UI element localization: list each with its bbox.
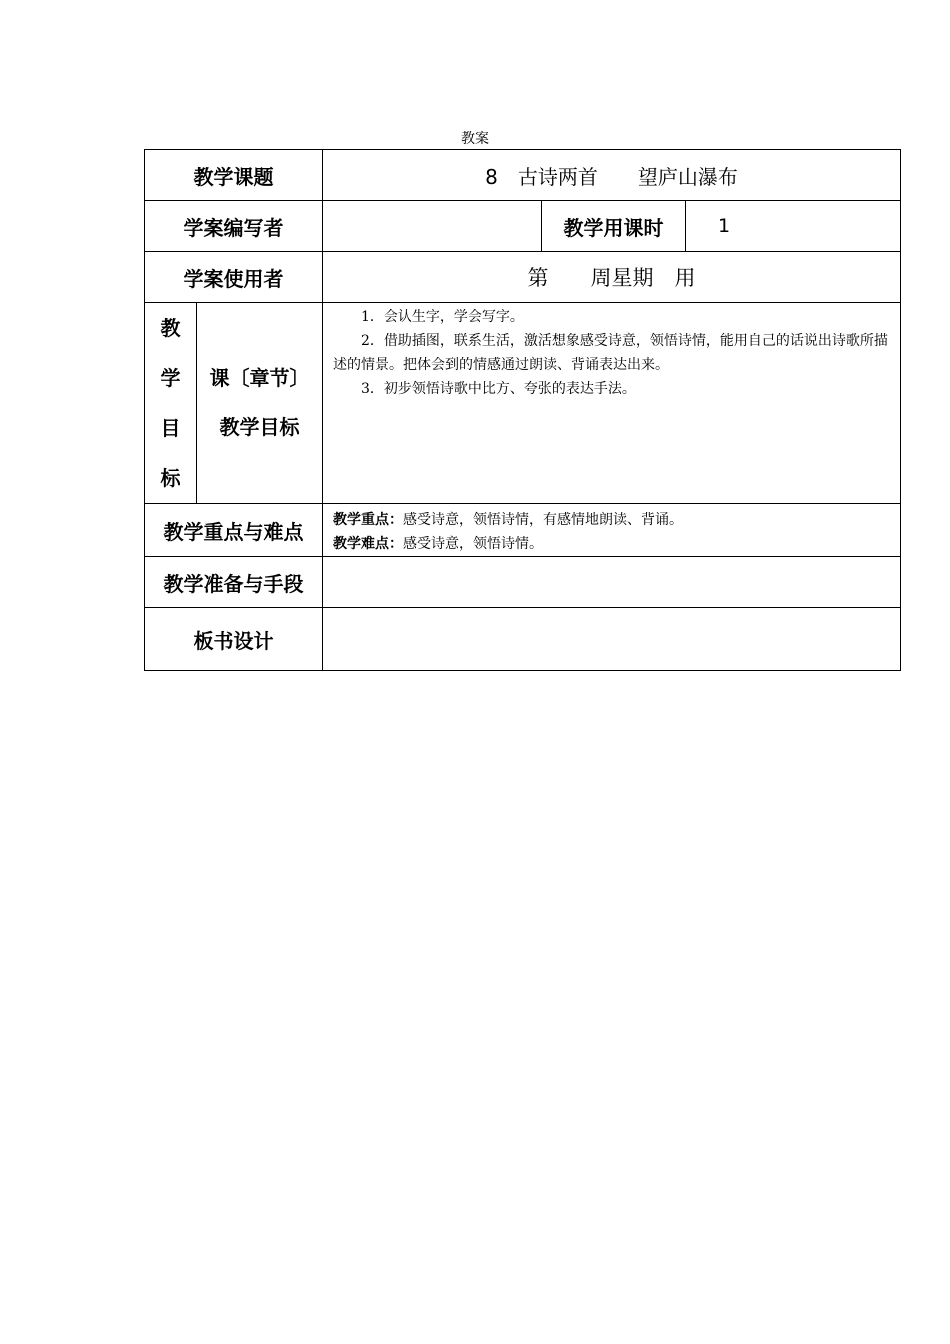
writer-label: 学案编写者 bbox=[145, 201, 323, 252]
board-design-label: 板书设计 bbox=[145, 608, 323, 671]
board-design-value bbox=[323, 608, 901, 671]
preparation-label: 教学准备与手段 bbox=[145, 557, 323, 608]
lesson-plan-table bbox=[144, 149, 901, 671]
preparation-value bbox=[323, 557, 901, 608]
key-point-label: 教学重点： bbox=[333, 512, 403, 528]
difficulty-line bbox=[333, 532, 892, 556]
user-value: 第 周星期 用 bbox=[323, 252, 901, 303]
difficulty-label: 教学难点： bbox=[333, 536, 403, 552]
writer-value bbox=[323, 201, 542, 252]
document-title: 教案 bbox=[461, 131, 489, 147]
topic-value: 8 古诗两首 望庐山瀑布 bbox=[323, 150, 901, 201]
goal-item: 2．借助插图，联系生活，激活想象感受诗意，领悟诗情，能用自己的话说出诗歌所描述的情景。把体会到的情感通过朗读、背诵表达出来。 bbox=[333, 333, 888, 373]
user-label: 学案使用者 bbox=[145, 252, 323, 303]
goals-content bbox=[323, 303, 901, 504]
key-point-line bbox=[333, 508, 892, 532]
keypoints-label: 教学重点与难点 bbox=[145, 504, 323, 557]
chapter-goals-label: 课〔章节〕教学目标 bbox=[197, 303, 323, 504]
goals-label-char: 学 bbox=[160, 366, 181, 390]
goals-label-char: 教 bbox=[160, 316, 181, 340]
keypoints-content bbox=[323, 504, 901, 557]
hours-value: 1 bbox=[686, 201, 901, 252]
goals-label-char: 标 bbox=[160, 466, 181, 490]
key-point-value: 感受诗意，领悟诗情，有感情地朗读、背诵。 bbox=[403, 512, 683, 528]
hours-label: 教学用课时 bbox=[542, 201, 686, 252]
goals-vertical-label bbox=[145, 303, 197, 504]
goals-label-char: 目 bbox=[160, 416, 181, 440]
topic-label: 教学课题 bbox=[145, 150, 323, 201]
goal-item: 3．初步领悟诗歌中比方、夸张的表达手法。 bbox=[361, 381, 636, 397]
difficulty-value: 感受诗意，领悟诗情。 bbox=[403, 536, 543, 552]
goal-item: 1．会认生字，学会写字。 bbox=[361, 309, 524, 325]
